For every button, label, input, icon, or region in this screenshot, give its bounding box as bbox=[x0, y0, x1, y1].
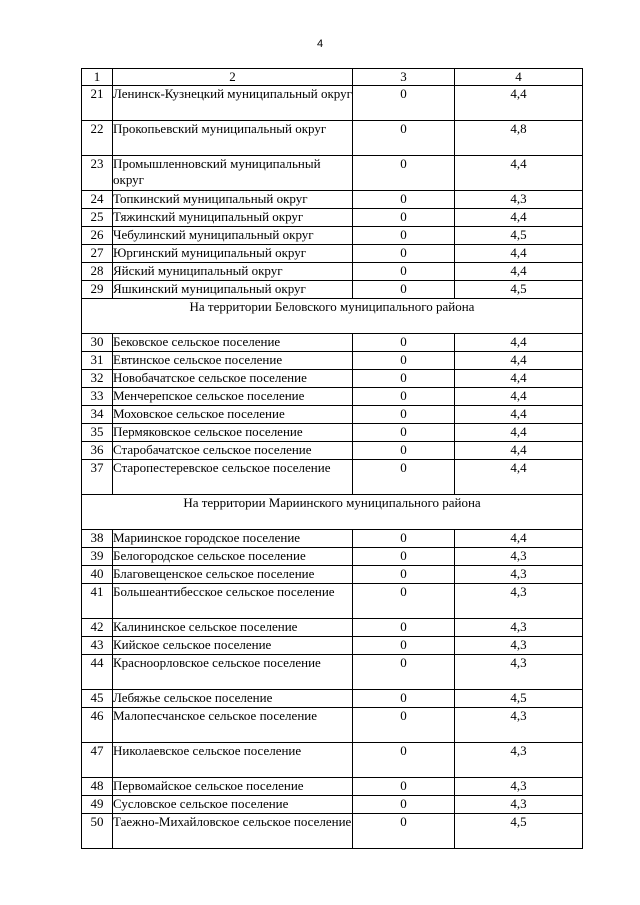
row-number: 35 bbox=[82, 424, 113, 442]
row-value-3: 0 bbox=[353, 191, 455, 209]
row-value-4: 4,4 bbox=[455, 352, 583, 370]
row-value-3: 0 bbox=[353, 245, 455, 263]
row-name: Евтинское сельское поселение bbox=[113, 352, 353, 370]
row-value-4: 4,4 bbox=[455, 86, 583, 121]
row-name: Калининское сельское поселение bbox=[113, 619, 353, 637]
row-value-3: 0 bbox=[353, 743, 455, 778]
row-name: Ленинск-Кузнецкий муниципальный округ bbox=[113, 86, 353, 121]
row-number: 47 bbox=[82, 743, 113, 778]
table-body bbox=[82, 86, 583, 849]
row-name: Юргинский муниципальный округ bbox=[113, 245, 353, 263]
row-number: 33 bbox=[82, 388, 113, 406]
header-col-1: 1 bbox=[82, 69, 113, 86]
row-value-4: 4,5 bbox=[455, 814, 583, 849]
row-name: Красноорловское сельское поселение bbox=[113, 655, 353, 690]
row-number: 24 bbox=[82, 191, 113, 209]
row-name: Яшкинский муниципальный округ bbox=[113, 281, 353, 299]
row-value-3: 0 bbox=[353, 778, 455, 796]
header-col-3: 3 bbox=[353, 69, 455, 86]
row-value-3: 0 bbox=[353, 796, 455, 814]
table-header-row bbox=[82, 69, 583, 86]
row-number: 44 bbox=[82, 655, 113, 690]
row-value-4: 4,5 bbox=[455, 281, 583, 299]
row-name: Топкинский муниципальный округ bbox=[113, 191, 353, 209]
table-row bbox=[82, 86, 583, 121]
row-number: 49 bbox=[82, 796, 113, 814]
row-value-3: 0 bbox=[353, 263, 455, 281]
table-row bbox=[82, 227, 583, 245]
row-value-3: 0 bbox=[353, 370, 455, 388]
row-value-3: 0 bbox=[353, 619, 455, 637]
table-row bbox=[82, 460, 583, 495]
table-row bbox=[82, 442, 583, 460]
row-value-4: 4,3 bbox=[455, 619, 583, 637]
row-value-3: 0 bbox=[353, 121, 455, 156]
row-name: Бековское сельское поселение bbox=[113, 334, 353, 352]
row-value-4: 4,4 bbox=[455, 442, 583, 460]
row-value-3: 0 bbox=[353, 406, 455, 424]
row-name: Тяжинский муниципальный округ bbox=[113, 209, 353, 227]
row-name: Прокопьевский муниципальный округ bbox=[113, 121, 353, 156]
table-row bbox=[82, 619, 583, 637]
row-value-4: 4,4 bbox=[455, 370, 583, 388]
row-number: 23 bbox=[82, 156, 113, 191]
row-number: 43 bbox=[82, 637, 113, 655]
row-value-3: 0 bbox=[353, 86, 455, 121]
row-value-3: 0 bbox=[353, 388, 455, 406]
row-name: Пермяковское сельское поселение bbox=[113, 424, 353, 442]
row-name: Яйский муниципальный округ bbox=[113, 263, 353, 281]
row-name: Старопестеревское сельское поселение bbox=[113, 460, 353, 495]
table-row bbox=[82, 814, 583, 849]
row-number: 38 bbox=[82, 530, 113, 548]
table-row bbox=[82, 263, 583, 281]
row-number: 40 bbox=[82, 566, 113, 584]
row-value-3: 0 bbox=[353, 530, 455, 548]
row-number: 25 bbox=[82, 209, 113, 227]
row-name: Менчерепское сельское поселение bbox=[113, 388, 353, 406]
row-number: 37 bbox=[82, 460, 113, 495]
row-name: Сусловское сельское поселение bbox=[113, 796, 353, 814]
row-value-3: 0 bbox=[353, 156, 455, 191]
row-name: Большеантибесское сельское поселение bbox=[113, 584, 353, 619]
row-name: Белогородское сельское поселение bbox=[113, 548, 353, 566]
row-value-3: 0 bbox=[353, 424, 455, 442]
row-number: 32 bbox=[82, 370, 113, 388]
header-col-4: 4 bbox=[455, 69, 583, 86]
table-row bbox=[82, 156, 583, 191]
section-row bbox=[82, 495, 583, 530]
row-name: Таежно-Михайловское сельское поселение bbox=[113, 814, 353, 849]
row-number: 26 bbox=[82, 227, 113, 245]
row-value-4: 4,4 bbox=[455, 156, 583, 191]
row-value-4: 4,3 bbox=[455, 778, 583, 796]
row-name: Кийское сельское поселение bbox=[113, 637, 353, 655]
row-value-3: 0 bbox=[353, 227, 455, 245]
row-value-4: 4,4 bbox=[455, 263, 583, 281]
row-name: Николаевское сельское поселение bbox=[113, 743, 353, 778]
section-row bbox=[82, 299, 583, 334]
row-value-4: 4,4 bbox=[455, 245, 583, 263]
table-row bbox=[82, 121, 583, 156]
row-number: 46 bbox=[82, 708, 113, 743]
row-value-4: 4,5 bbox=[455, 227, 583, 245]
row-value-4: 4,4 bbox=[455, 530, 583, 548]
page-number: 4 bbox=[316, 38, 324, 50]
row-number: 42 bbox=[82, 619, 113, 637]
table-row bbox=[82, 778, 583, 796]
row-number: 48 bbox=[82, 778, 113, 796]
row-value-4: 4,3 bbox=[455, 708, 583, 743]
data-table bbox=[81, 68, 583, 849]
row-name: Старобачатское сельское поселение bbox=[113, 442, 353, 460]
row-value-4: 4,3 bbox=[455, 655, 583, 690]
row-value-3: 0 bbox=[353, 460, 455, 495]
row-name: Новобачатское сельское поселение bbox=[113, 370, 353, 388]
row-name: Лебяжье сельское поселение bbox=[113, 690, 353, 708]
row-name: Мариинское городское поселение bbox=[113, 530, 353, 548]
section-heading: На территории Беловского муниципального района bbox=[82, 299, 583, 334]
table-row bbox=[82, 796, 583, 814]
row-value-3: 0 bbox=[353, 548, 455, 566]
row-number: 28 bbox=[82, 263, 113, 281]
table-row bbox=[82, 566, 583, 584]
row-value-4: 4,3 bbox=[455, 637, 583, 655]
table-row bbox=[82, 281, 583, 299]
row-value-4: 4,5 bbox=[455, 690, 583, 708]
row-number: 21 bbox=[82, 86, 113, 121]
row-name: Благовещенское сельское поселение bbox=[113, 566, 353, 584]
table-row bbox=[82, 370, 583, 388]
table-row bbox=[82, 655, 583, 690]
row-name: Чебулинский муниципальный округ bbox=[113, 227, 353, 245]
table-row bbox=[82, 637, 583, 655]
table-row bbox=[82, 388, 583, 406]
table-row bbox=[82, 334, 583, 352]
table-row bbox=[82, 352, 583, 370]
row-value-3: 0 bbox=[353, 814, 455, 849]
row-value-4: 4,4 bbox=[455, 334, 583, 352]
row-value-3: 0 bbox=[353, 655, 455, 690]
table-row bbox=[82, 406, 583, 424]
table-row bbox=[82, 584, 583, 619]
row-value-3: 0 bbox=[353, 708, 455, 743]
row-number: 41 bbox=[82, 584, 113, 619]
row-value-3: 0 bbox=[353, 566, 455, 584]
row-value-3: 0 bbox=[353, 334, 455, 352]
row-number: 29 bbox=[82, 281, 113, 299]
row-value-4: 4,4 bbox=[455, 388, 583, 406]
row-value-4: 4,3 bbox=[455, 584, 583, 619]
row-value-3: 0 bbox=[353, 442, 455, 460]
row-name: Моховское сельское поселение bbox=[113, 406, 353, 424]
row-value-4: 4,4 bbox=[455, 209, 583, 227]
row-value-3: 0 bbox=[353, 209, 455, 227]
header-col-2: 2 bbox=[113, 69, 353, 86]
row-number: 50 bbox=[82, 814, 113, 849]
row-name: Промышленновский муниципальный округ bbox=[113, 156, 353, 191]
table-row bbox=[82, 424, 583, 442]
row-value-4: 4,4 bbox=[455, 406, 583, 424]
row-number: 30 bbox=[82, 334, 113, 352]
row-value-3: 0 bbox=[353, 637, 455, 655]
table-row bbox=[82, 708, 583, 743]
row-number: 34 bbox=[82, 406, 113, 424]
table-row bbox=[82, 690, 583, 708]
row-value-3: 0 bbox=[353, 584, 455, 619]
table-row bbox=[82, 191, 583, 209]
section-heading: На территории Мариинского муниципального района bbox=[82, 495, 583, 530]
row-number: 45 bbox=[82, 690, 113, 708]
row-value-4: 4,3 bbox=[455, 796, 583, 814]
row-name: Первомайское сельское поселение bbox=[113, 778, 353, 796]
row-value-4: 4,8 bbox=[455, 121, 583, 156]
row-value-4: 4,4 bbox=[455, 460, 583, 495]
row-value-4: 4,3 bbox=[455, 566, 583, 584]
row-value-3: 0 bbox=[353, 690, 455, 708]
row-name: Малопесчанское сельское поселение bbox=[113, 708, 353, 743]
row-number: 31 bbox=[82, 352, 113, 370]
row-value-3: 0 bbox=[353, 352, 455, 370]
row-value-4: 4,4 bbox=[455, 424, 583, 442]
row-number: 39 bbox=[82, 548, 113, 566]
table-row bbox=[82, 530, 583, 548]
row-number: 36 bbox=[82, 442, 113, 460]
table-row bbox=[82, 743, 583, 778]
table-row bbox=[82, 209, 583, 227]
row-value-4: 4,3 bbox=[455, 743, 583, 778]
row-value-3: 0 bbox=[353, 281, 455, 299]
row-number: 22 bbox=[82, 121, 113, 156]
row-value-4: 4,3 bbox=[455, 548, 583, 566]
table-row bbox=[82, 245, 583, 263]
table-row bbox=[82, 548, 583, 566]
row-value-4: 4,3 bbox=[455, 191, 583, 209]
row-number: 27 bbox=[82, 245, 113, 263]
